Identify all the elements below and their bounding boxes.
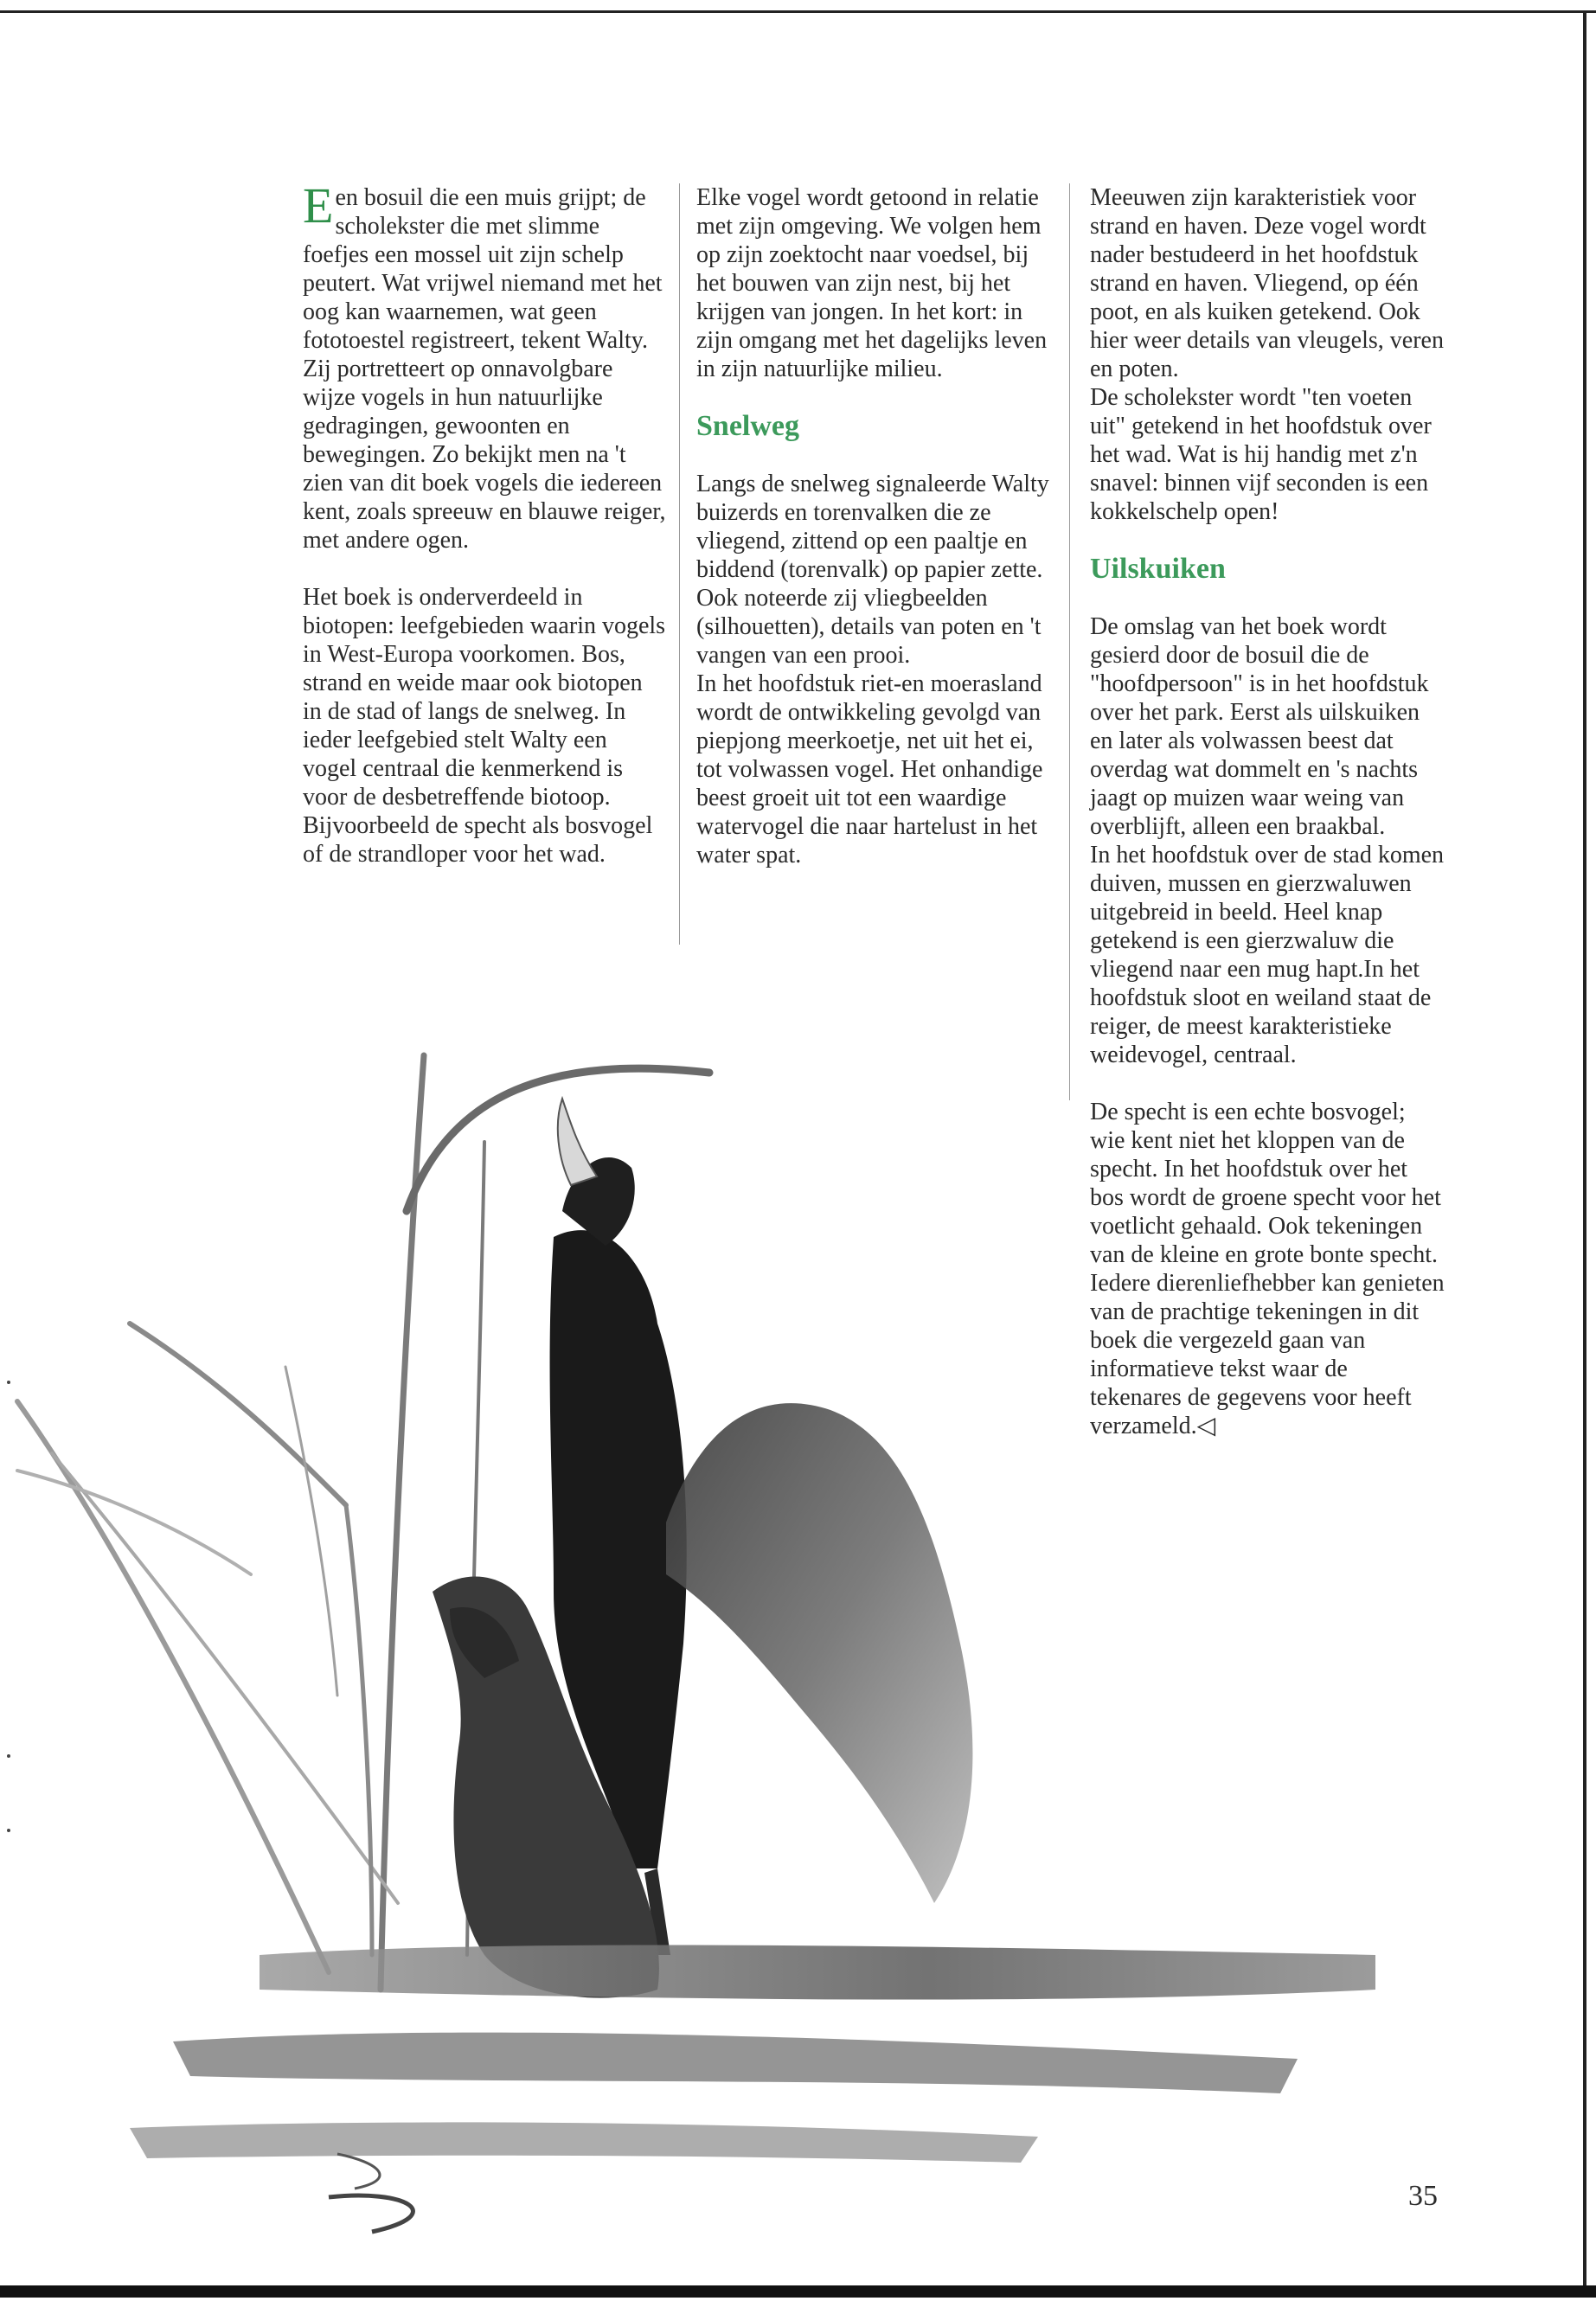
- coot-illustration: [0, 1038, 1596, 2266]
- snelweg-paragraph: Langs de snelweg signaleerde Walty buizerds en torenvalken die ze vliegend, zittend op een paaltje en biddend (torenvalk) op papier zette. Ook noteerde zij vliegbeelden (silhouetten), details van poten en 't vangen van een prooi.: [696, 471, 1049, 669]
- article-column-2: [696, 183, 1049, 869]
- page-number: 35: [1408, 2180, 1438, 2212]
- specht-text: De specht is een echte bosvogel; wie kent niet het kloppen van de specht. In het hoofdstuk over het bos wordt de groene specht voor het voetlicht gehaald. Ook tekeningen van de kleine en grote bonte specht. Iedere dierenliefhebber kan genieten van de prachtige tekeningen in dit boek die vergezeld gaan van informatieve tekst waar de tekenares de gegevens voor heeft verzameld.: [1090, 1099, 1445, 1439]
- article-column-1: [303, 177, 666, 868]
- end-mark: ◁: [1196, 1413, 1216, 1439]
- biotopes-paragraph: Het boek is onderverdeeld in biotopen: leefgebieden waarin vogels in West-Europa voorkomen. Bos, strand en weide maar ook biotopen in de stad of langs de snelweg. In ieder leefgebied stelt Walty een vogel centraal die kenmerkend is voor de desbetreffende biotoop. Bijvoorbeeld de specht als bosvogel of de strandloper voor het wad.: [303, 584, 666, 868]
- intro-paragraph: [303, 177, 666, 554]
- moerasland-paragraph: In het hoofdstuk riet-en moerasland wordt de ontwikkeling gevolgd van piepjong meerkoetje, net uit het ei, tot volwassen vogel. Het onhandige beest groeit uit tot een waardige watervogel die naar hartelust in het water spat.: [696, 670, 1043, 868]
- page-border-bottom: [0, 2285, 1596, 2298]
- column-divider: [1069, 183, 1070, 1100]
- dropcap: E: [303, 177, 334, 234]
- stad-paragraph: In het hoofdstuk over de stad komen duiven, mussen en gierzwaluwen uitgebreid in beeld. Heel knap getekend is een gierzwaluw die vliegend naar een mug hapt.In het hoofdstuk sloot en weiland staat de reiger, de meest karakteristieke weidevogel, centraal.: [1090, 842, 1445, 1068]
- column-divider: [679, 183, 680, 945]
- meeuwen-paragraph: Meeuwen zijn karakteristiek voor strand en haven. Deze vogel wordt nader bestudeerd in het hoofdstuk strand en haven. Vliegend, op één poot, en als kuiken getekend. Ook hier weer details van vleugels, veren en poten.: [1090, 184, 1444, 382]
- section-heading-uilskuiken: Uilskuiken: [1090, 553, 1226, 585]
- scholekster-paragraph: De scholekster wordt "ten voeten uit" getekend in het hoofdstuk over het wad. Wat is hij handig met z'n snavel: binnen vijf seconden is een kokkelschelp open!: [1090, 384, 1432, 525]
- coot-wing: [666, 1403, 972, 1903]
- page-border-top: [0, 10, 1596, 13]
- environment-paragraph: Elke vogel wordt getoond in relatie met zijn omgeving. We volgen hem op zijn zoektocht naar voedsel, bij het bouwen van zijn nest, bij het krijgen van jongen. In het kort: in zijn omgang met het dagelijks leven in zijn natuurlijke milieu.: [696, 184, 1048, 382]
- water: [130, 1945, 1375, 2232]
- section-heading-snelweg: Snelweg: [696, 410, 799, 442]
- intro-text: en bosuil die een muis grijpt; de scholekster die met slimme foefjes een mossel uit zijn schelp peutert. Wat vrijwel niemand met het oog kan waarnemen, wat geen fototoestel registreert, tekent Walty. Zij portretteert op onnavolgbare wijze vogels in hun natuurlijke gedragingen, gewoonten en bewegingen. Zo bekijkt men na 't zien van dit boek vogels die iedereen kent, zoals spreeuw en blauwe reiger, met andere ogen.: [303, 184, 666, 554]
- uilskuiken-paragraph: De omslag van het boek wordt gesierd door de bosuil die de "hoofdpersoon" is in het hoofdstuk over het park. Eerst als uilskuiken en later als volwassen beest dat overdag wat dommelt en 's nachts jaagt op muizen waar weing van overblijft, alleen een braakbal.: [1090, 613, 1429, 840]
